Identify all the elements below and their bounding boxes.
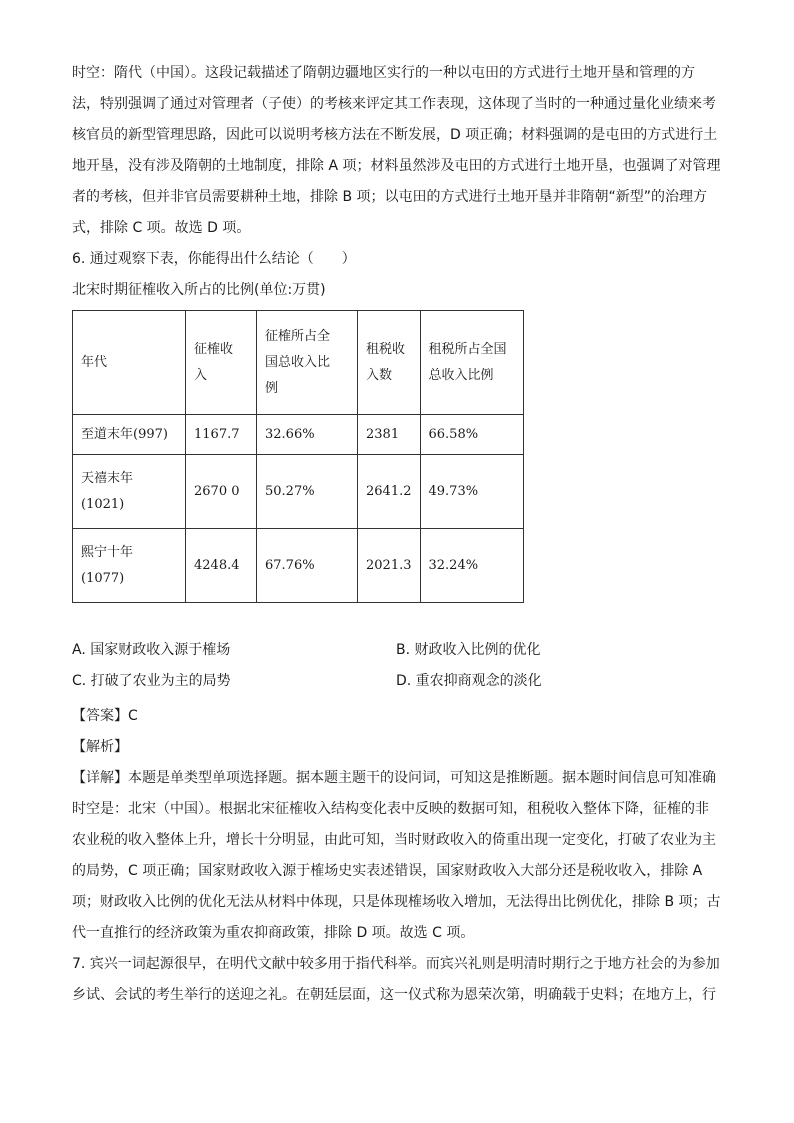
answer-label: 【答案】C [72, 708, 138, 724]
year-cell: 至道末年(997) [73, 415, 186, 455]
option-a: A. 国家财政收入源于榷场 [72, 642, 231, 658]
text-line: 式，排除 C 项。故选 D 项。 [72, 220, 251, 236]
year-cell: 天禧末年 (1021) [73, 455, 186, 529]
option-b: B. 财政收入比例的优化 [396, 642, 541, 658]
text-line: 时空是：北宋（中国）。根据北宋征榷收入结构变化表中反映的数据可知，租税收入整体下降，征榷的非 [72, 801, 709, 817]
header-cell: 征榷所占全 国总收入比 例 [257, 311, 358, 415]
value-cell: 49.73% [420, 455, 523, 529]
text-line: 者的考核，但并非官员需要耕种土地，排除 B 项；以屯田的方式进行土地开垦并非隋朝“新型”的治理方 [72, 189, 708, 205]
table-caption: 北宋时期征榷收入所占的比例(单位:万贯) [72, 282, 326, 298]
value-cell: 2381 [358, 415, 421, 455]
text-line: 项；财政收入比例的优化无法从材料中体现，只是体现榷场收入增加，无法得出比例优化，排除 B 项；古 [72, 894, 721, 910]
value-cell: 50.27% [257, 455, 358, 529]
text-line: 核官员的新型管理思路，因此可以说明考核方法在不断发展，D 项正确；材料强调的是屯田的方式进行土 [72, 127, 718, 143]
question-6-stem: 6. 通过观察下表，你能得出什么结论（ ） [72, 251, 356, 267]
text-line: 农业税的收入整体上升，增长十分明显，由此可知，当时财政收入的倚重出现一定变化，打破了农业为主 [72, 832, 716, 848]
text-line: 代一直推行的经济政策为重农抑商政策，排除 D 项。故选 C 项。 [72, 925, 475, 941]
document-page [72, 58, 722, 1011]
table-header-row [73, 311, 524, 415]
header-cell: 征榷收 入 [186, 311, 257, 415]
value-cell: 2021.3 [358, 529, 421, 603]
answer-options [72, 635, 722, 701]
detail-paragraph [72, 763, 722, 949]
table-row [73, 455, 524, 529]
value-cell: 2670 0 [186, 455, 257, 529]
header-cell: 年代 [73, 311, 186, 415]
intro-paragraph [72, 58, 722, 244]
option-d: D. 重农抑商观念的淡化 [396, 673, 542, 689]
text-line: 的局势，C 项正确；国家财政收入源于榷场史实表述错误，国家财政收入大部分还是税收收入，排除 A [72, 863, 703, 879]
text-line: 7. 宾兴一词起源很早，在明代文献中较多用于指代科举。而宾兴礼则是明清时期行之于地方社会的为参加 [72, 956, 720, 972]
analysis-label: 【解析】 [72, 739, 128, 755]
value-cell: 32.24% [420, 529, 523, 603]
option-c: C. 打破了农业为主的局势 [72, 673, 231, 689]
text-line: 时空：隋代（中国）。这段记载描述了隋朝边疆地区实行的一种以屯田的方式进行土地开垦和管理的方 [72, 65, 695, 81]
value-cell: 66.58% [420, 415, 523, 455]
text-line: 乡试、会试的考生举行的送迎之礼。在朝廷层面，这一仪式称为恩荣次第，明确载于史料；在地方上，行 [72, 987, 716, 1003]
text-line: 法，特别强调了通过对管理者（子使）的考核来评定其工作表现，这体现了当时的一种通过量化业绩来考 [72, 96, 716, 112]
value-cell: 1167.7 [186, 415, 257, 455]
header-cell: 租税所占全国 总收入比例 [420, 311, 523, 415]
income-table [72, 310, 524, 603]
header-cell: 租税收 入数 [358, 311, 421, 415]
text-line: 地开垦，没有涉及隋朝的土地制度，排除 A 项；材料虽然涉及屯田的方式进行土地开垦，也强调了对管理 [72, 158, 721, 174]
table-row [73, 415, 524, 455]
year-cell: 熙宁十年 (1077) [73, 529, 186, 603]
table-row [73, 529, 524, 603]
value-cell: 2641.2 [358, 455, 421, 529]
value-cell: 32.66% [257, 415, 358, 455]
question-7-paragraph [72, 949, 722, 1011]
text-line: 【详解】本题是单类型单项选择题。据本题主题干的设问词，可知这是推断题。据本题时间信息可知准确 [72, 770, 716, 786]
value-cell: 67.76% [257, 529, 358, 603]
value-cell: 4248.4 [186, 529, 257, 603]
